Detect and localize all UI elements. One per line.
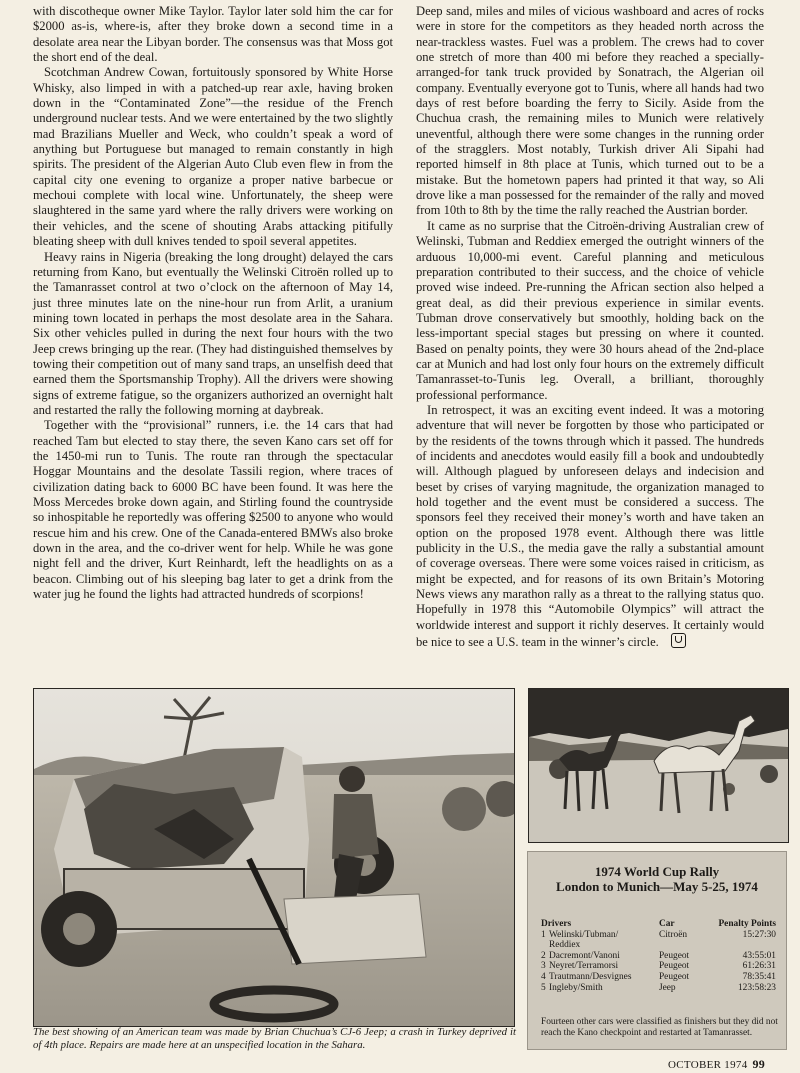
page-number: 99	[752, 1057, 766, 1071]
drivers-header: Drivers	[541, 919, 572, 929]
paragraph: Scotchman Andrew Cowan, fortuitously sponsored by White Horse Whisky, also limped in with a patched-up rear axle, having broken down in the “Contaminated Zone”—the residue of the French underground nuclear tests. And we were entertained by the two slightly mad Brazilians Mueller and Weck, who couldn’t speak a word of anything but Portuguese but managed to remain constantly in high spirits. The president of the Algerian Auto Club even flew in from the capital city one evening to organize a proper native barbecue or mechoui complete with local wine. Unfortunately, the sheep were slaughtered in the same yard where the rally drivers were working on their vehicles, and the scene of shouting Arabs attacking pitifully bleating sheep with dull knives tended to spoil several appetites.	[33, 65, 393, 249]
car: Peugeot	[658, 961, 690, 972]
drivers: Reddiex	[549, 940, 581, 951]
table-row	[541, 930, 776, 941]
points-header: Penalty Points	[718, 919, 776, 929]
paragraph-text: In retrospect, it was an exciting event indeed. It was a motoring adventure that will never be forgotten by those who participated or by the residents of the towns through which it passed. The hundreds of incidents and anecdotes would easily fill a book and undoubtedly will. Although plagued by unforeseen delays and indecision and beset by crises of varying magnitude, the organization managed to hold together and the event must be considered a success. The sponsors feel they received their money’s worth and have taken an option on the proposed 1978 event. Although there was little publicity in the U.S., the media gave the rally a substantial amount of coverage overseas. There were some voices raised in criticism, as might be expected, and for reasons of its own Britain’s Motoring News views any marathon rally as a threat to the rallying status quo. Hopefully in 1978 this “Automobile Olympics” will attract the worldwide interest and support it richly deserves. It certainly would be nice to see a U.S. team in the winner’s circle.	[416, 402, 764, 650]
results-title-line2: London to Munich—May 5-25, 1974	[556, 879, 758, 894]
position: 3	[541, 961, 546, 972]
position: 5	[541, 982, 546, 993]
table-row	[541, 972, 776, 983]
article-column-right	[416, 4, 764, 650]
table-row	[541, 940, 776, 951]
position	[541, 940, 549, 951]
camels-photo	[528, 688, 789, 843]
points: 43:55:01	[742, 950, 776, 961]
position: 4	[541, 971, 546, 982]
paragraph: Heavy rains in Nigeria (breaking the long drought) delayed the cars returning from Kano, but eventually the Welinski Citroën rolled up to the Tamanrasset control at two o’clock on the afternoon of May 14, just three minutes late on the nine-hour run from Arlit, a uranium mining town located in perhaps the most desolate area in the Sahara. Six other vehicles pulled in during the next four hours with the two Jeep crews bringing up the rear. (They had distinguished themselves by towing their competition out of many sand traps, an unselfish deed that earned them the Sportsmanship Trophy). All the drivers were showing signs of extreme fatigue, so the organizers authorized an overnight halt and restarted the rally the following morning at daybreak.	[33, 249, 393, 417]
position: 1	[541, 929, 546, 940]
table-row	[541, 961, 776, 972]
photo-caption: The best showing of an American team was made by Brian Chuchua’s CJ-6 Jeep; a crash in Turkey deprived it of 4th place. Repairs are made here at an unspecified location in the Sahara.	[33, 1026, 516, 1051]
issue-date: OCTOBER 1974	[668, 1059, 748, 1071]
car: Peugeot	[658, 971, 690, 982]
paragraph: Deep sand, miles and miles of vicious washboard and acres of rocks were in store for the competitors as they headed north across the near-trackless wastes. Fuel was a problem. The crews had to cover one stretch of more than 400 mi before they reached a specially-arranged-for tank truck provided by Sonatrach, the Algerian oil company. Eventually everyone got to Tunis, where all hands had two days of rest before boarding the ferry to Sicily. Aside from the Chuchua crash, the remaining miles to Munich were relatively uneventful, although there were some changes in the running order of the stragglers. Most notably, Turkish driver Ali Sipahi had reported himself in 8th place at Tunis, which turned out to be a mistake. But the hometown papers had printed it that way, so Ali drove like a man possessed for the remainder of the rally and moved from 10th to 8th by the time the rally reached the Austrian border.	[416, 4, 764, 218]
car-header: Car	[658, 919, 675, 929]
drivers: Neyret/Terramorsi	[549, 961, 619, 972]
points	[699, 940, 776, 951]
results-header-row	[541, 919, 776, 930]
car	[659, 940, 699, 951]
drivers: Dacremont/Vanoni	[549, 950, 620, 961]
car: Peugeot	[658, 950, 690, 961]
page-footer	[668, 1057, 765, 1072]
car: Jeep	[658, 982, 676, 993]
paragraph: It came as no surprise that the Citroën-driving Australian crew of Welinski, Tubman and Reddiex emerged the outright winners of the arduous 10,000-mi event. Careful planning and meticulous preparation contributed to their success, and the choice of vehicle proved wise indeed. Pre-running the African section also helped a great deal, as did their previous experience in similar events. Tubman drove conservatively but smoothly, holding back on the less-important special stages but pressing on where it counted. Based on penalty points, they were 30 hours ahead of the 2nd-place car at Munich and had lost only four hours on the extremely difficult Tamanrasset-to-Tunis leg. Overall, a brilliant, thoroughly professional performance.	[416, 218, 764, 402]
end-of-article-icon	[671, 633, 686, 648]
points: 78:35:41	[742, 971, 776, 982]
rally-results-box	[527, 851, 787, 1050]
drivers: Welinski/Tubman/	[549, 929, 619, 940]
table-row	[541, 951, 776, 962]
drivers: Ingleby/Smith	[549, 982, 603, 993]
results-note: Fourteen other cars were classified as finishers but they did not reach the Kano checkpoint and restarted at Tamanrasset.	[541, 1017, 778, 1038]
jeep-repair-photo	[33, 688, 515, 1027]
paragraph: with discotheque owner Mike Taylor. Taylor later sold him the car for $2000 as-is, where-is, after they broke down a second time in a desolate area near the Libyan border. The consensus was that Moss got the short end of the deal.	[33, 4, 393, 65]
points: 15:27:30	[742, 929, 776, 940]
position: 2	[541, 950, 546, 961]
paragraph: Together with the “provisional” runners, i.e. the 14 cars that had reached Tam but elected to stay there, the seven Kano cars set off for the 1450-mi run to Tunis. The route ran through the spectacular Hoggar Mountains and the desolate Tassili region, where traces of civilization dating back to 6000 BC have been found. It was here the Moss Mercedes broke down again, and Stirling found the countryside so inhospitable he reportedly was offering $2500 to anyone who would rescue him and his crew. One of the Canada-entered BMWs also broke down in the area, and the co-driver went for help. While he was gone night fell and the driver, Kurt Reinhardt, left the headlights on as a beacon. Climbing out of his sleeping bag later to get a drink from the water jug he found the lights had attracted hundreds of scorpions!	[33, 418, 393, 602]
paragraph	[416, 403, 764, 651]
results-table	[541, 919, 776, 993]
points: 61:26:31	[742, 961, 776, 972]
article-column-left	[33, 4, 393, 602]
car: Citroën	[658, 929, 688, 940]
table-row	[541, 983, 776, 994]
results-title-line1: 1974 World Cup Rally	[594, 864, 720, 879]
drivers: Trautmann/Desvignes	[549, 971, 632, 982]
points: 123:58:23	[737, 982, 776, 993]
